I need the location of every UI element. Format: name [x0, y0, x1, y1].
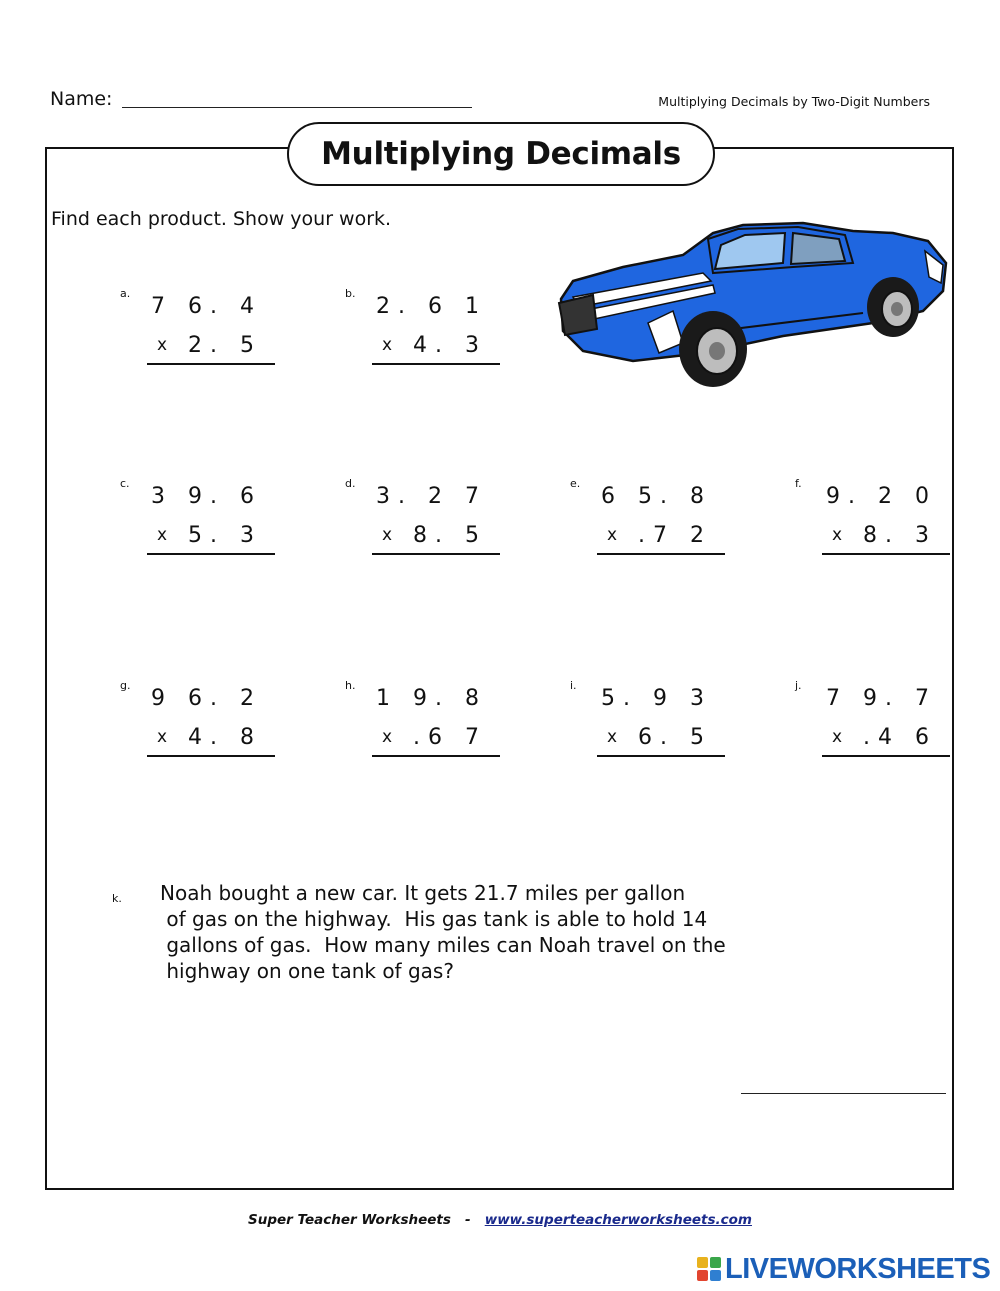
name-label: Name:	[50, 88, 113, 110]
multiplicand: 6 5. 8	[601, 484, 712, 509]
problem-b	[345, 287, 495, 377]
footer-brand: Super Teacher Worksheets	[248, 1212, 451, 1228]
word-problem-line: highway on one tank of gas?	[160, 959, 454, 983]
times-sign: x	[832, 727, 843, 747]
word-problem-line: gallons of gas. How many miles can Noah travel on the	[160, 933, 726, 957]
multiplier: 6. 5	[638, 725, 712, 750]
name-input-line[interactable]	[122, 107, 472, 108]
word-problem-label: k.	[112, 892, 122, 905]
multiplier: 4. 3	[413, 333, 487, 358]
answer-rule	[372, 755, 500, 757]
problem-e	[570, 477, 720, 567]
multiplier: 8. 3	[863, 523, 937, 548]
answer-rule	[822, 553, 950, 555]
answer-rule	[147, 363, 275, 365]
problem-label: a.	[120, 287, 131, 300]
word-problem-line: of gas on the highway. His gas tank is able to hold 14	[160, 907, 708, 931]
logo-block	[710, 1257, 721, 1268]
multiplicand: 7 6. 4	[151, 294, 262, 319]
page-title: Multiplying Decimals	[287, 122, 715, 186]
problem-label: h.	[345, 679, 356, 692]
problem-a	[120, 287, 270, 377]
multiplicand: 9. 2 0	[826, 484, 937, 509]
word-problem-line: Noah bought a new car. It gets 21.7 miles per gallon	[160, 881, 686, 905]
multiplicand: 9 6. 2	[151, 686, 262, 711]
problem-label: j.	[795, 679, 802, 692]
problem-label: c.	[120, 477, 130, 490]
multiplier: 2. 5	[188, 333, 262, 358]
problem-label: i.	[570, 679, 577, 692]
problem-label: f.	[795, 477, 802, 490]
footer-site-link[interactable]: www.superteacherworksheets.com	[484, 1212, 752, 1228]
multiplicand: 7 9. 7	[826, 686, 937, 711]
times-sign: x	[157, 525, 168, 545]
word-problem-text	[160, 880, 780, 984]
answer-rule	[147, 755, 275, 757]
times-sign: x	[157, 335, 168, 355]
liveworksheets-wordmark: LIVEWORKSHEETS	[725, 1252, 991, 1285]
answer-rule	[372, 363, 500, 365]
answer-rule	[597, 553, 725, 555]
times-sign: x	[607, 525, 618, 545]
instructions: Find each product. Show your work.	[51, 208, 392, 230]
problem-d	[345, 477, 495, 567]
multiplier: .7 2	[638, 523, 712, 548]
problem-c	[120, 477, 270, 567]
multiplicand: 5. 9 3	[601, 686, 712, 711]
problem-g	[120, 679, 270, 769]
times-sign: x	[832, 525, 843, 545]
car-illustration	[553, 211, 953, 391]
problem-j	[795, 679, 945, 769]
times-sign: x	[157, 727, 168, 747]
problem-label: e.	[570, 477, 581, 490]
multiplier: 4. 8	[188, 725, 262, 750]
liveworksheets-logo[interactable]	[697, 1252, 990, 1286]
footer-separator: -	[450, 1212, 485, 1228]
problem-i	[570, 679, 720, 769]
answer-rule	[147, 553, 275, 555]
problem-label: b.	[345, 287, 356, 300]
multiplier: 5. 3	[188, 523, 262, 548]
logo-block	[697, 1270, 708, 1281]
multiplier: .6 7	[413, 725, 487, 750]
answer-rule	[597, 755, 725, 757]
problem-f	[795, 477, 945, 567]
answer-input-line[interactable]	[741, 1093, 946, 1094]
multiplicand: 3. 2 7	[376, 484, 487, 509]
answer-rule	[822, 755, 950, 757]
multiplier: 8. 5	[413, 523, 487, 548]
logo-block	[710, 1270, 721, 1281]
times-sign: x	[607, 727, 618, 747]
problem-label: g.	[120, 679, 131, 692]
problem-label: d.	[345, 477, 356, 490]
worksheet-subtitle: Multiplying Decimals by Two-Digit Numbers	[658, 94, 930, 109]
multiplier: .4 6	[863, 725, 937, 750]
answer-rule	[372, 553, 500, 555]
times-sign: x	[382, 525, 393, 545]
problem-h	[345, 679, 495, 769]
logo-blocks-icon	[697, 1257, 721, 1281]
times-sign: x	[382, 727, 393, 747]
multiplicand: 1 9. 8	[376, 686, 487, 711]
multiplicand: 3 9. 6	[151, 484, 262, 509]
logo-block	[697, 1257, 708, 1268]
footer-credit	[0, 1212, 1000, 1228]
times-sign: x	[382, 335, 393, 355]
multiplicand: 2. 6 1	[376, 294, 487, 319]
